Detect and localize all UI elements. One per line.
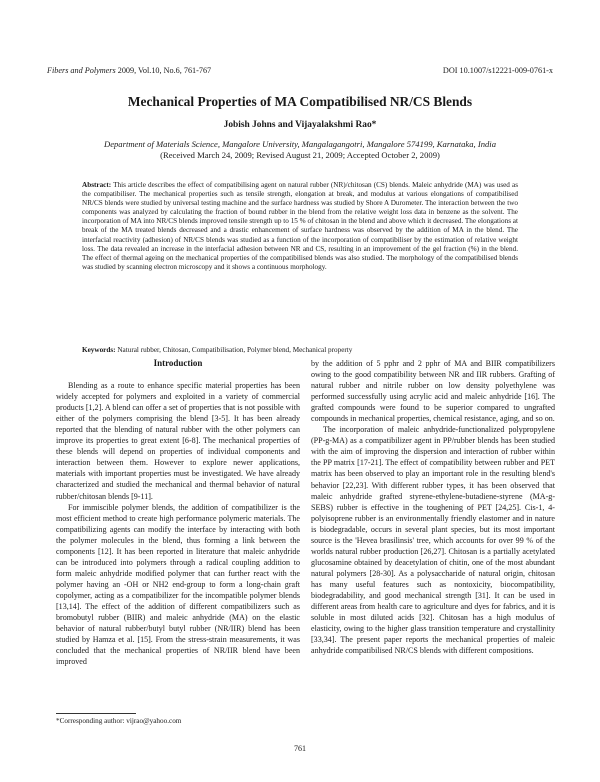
footnote-divider [56, 713, 136, 714]
paper-title: Mechanical Properties of MA Compatibilised NR/CS Blends [127, 94, 473, 109]
abstract-label: Abstract: [82, 181, 112, 189]
paragraph: Blending as a route to enhance specific material properties has been widely accepted for polymers and exploited in a variety of commercial products [1,2]. A blend can offer a set of properties that is not possible with either of the polymers comprising the blend [3-5]. It has been already reported that the blending of natural rubber with the other polymers can improve its properties to great extent [6-8]. The mechanical properties of these blends will depend on properties of individual components and interaction between them. However to explore newer applications, materials with important properties must be investigated. We have already characterized and studied the mechanical and thermal behavior of natural rubber/chitosan blends [9-11]. [56, 381, 300, 501]
abstract [82, 181, 518, 272]
author-list: Jobish Johns and Vijayalakshmi Rao* [223, 120, 377, 130]
journal-citation [47, 66, 211, 75]
footnote-corresponding-author: *Corresponding author: vijrao@yahoo.com [56, 717, 182, 725]
affiliation: Department of Materials Science, Mangalore University, Mangalagangotri, Mangalore 574199, Karnataka, India [103, 139, 496, 149]
keywords-label: Keywords: [82, 346, 116, 354]
running-header [47, 66, 553, 75]
doi: DOI 10.1007/s12221-009-0761-x [442, 66, 553, 75]
paragraph: The incorporation of maleic anhydride-functionalized polypropylene (PP-g-MA) as a compatibilizer agent in PP/rubber blends has been studied with the aim of improving the dispersion and interaction of rubber within the PP matrix [17-21]. The effect of compatibility between rubber and PET matrix has been observed to play an important role in the resulting blend's behavior [22,23]. With different rubber types, it has been observed that maleic anhydride grafted styrene-ethylene-butadiene-styrene (MA-g-SEBS) rubber is effective in the toughening of PET [24,25]. Cis-1, 4-polyisoprene rubber is an environmentally friendly elastomer and in nature is biodegradable, occurs in several plant species, but its most important source is the 'Hevea brasilinsis' tree, which accounts for over 99 % of the worlds natural rubber production [26,27]. Chitosan is a partially acetylated glucosamine obtained by deacetylation of chitin, one of the most abundant natural polymers [28-30]. As a polysaccharide of natural origin, chitosan has many useful features such as nontoxicity, biocompatibility, biodegradability, and good mechanical strength [31]. It can be used in different areas from health care to agriculture and dyes for fabrics, and it is soluble in most diluted acids [32]. Chitosan has a high modulus of elasticity, owing to the higher glass transition temperature and crystallinity [33,34]. The present paper reports the mechanical properties of maleic anhydride compatibilised NR/CS blends with different compositions. [311, 425, 555, 656]
journal-name: Fibers and Polymers [47, 66, 116, 75]
paragraph: by the addition of 5 pphr and 2 pphr of MA and BIIR compatibilizers owing to the good compatibility between NR and IIR rubbers. Grafting of natural rubber and nitrile rubber on low density polyethylene was performed successfully using acrylic acid and maleic anhydride [16]. The grafted compounds were found to be superior compared to ungrafted compounds in mechanical properties, chemical resistance, aging, and so on. [311, 359, 555, 424]
received-dates: (Received March 24, 2009; Revised August 21, 2009; Accepted October 2, 2009) [160, 150, 440, 160]
keywords-text: Natural rubber, Chitosan, Compatibilisation, Polymer blend, Mechanical property [115, 346, 353, 354]
volume-info: 2009, Vol.10, No.6, 761-767 [115, 66, 212, 75]
keywords [82, 346, 518, 355]
paragraph: For immiscible polymer blends, the addition of compatibilizer is the most efficient method to create high performance polymeric materials. The compatibilizing agents can modify the interface by interacting with both the polymer molecules in the blend, thus forming a link between the components [12]. It has been reported in literature that maleic anhydride can be introduced into polymers through a radical coupling addition to form maleic anhydride modified polymer that can further react with the polymer having an -OH or NH2 end-group to form a long-chain graft copolymer, acting as a compatibilizer for the incompatible polymer blends [13,14]. The effect of the addition of different compatibilizers such as bromobutyl rubber (BIIR) and maleic anhydride (MA) on the elastic behavior of natural rubber/butyl butyl rubber (NR/IIR) blend has been studied by Hamza et al. [15]. From the stress-strain measurements, it was concluded that the mechanical properties of NR/IIR blend have been improved [56, 502, 300, 667]
page-number: 761 [294, 744, 306, 753]
section-heading-introduction: Introduction [153, 358, 203, 368]
left-column [56, 358, 300, 667]
right-column [311, 358, 555, 656]
abstract-text: This article describes the effect of compatibilising agent on natural rubber (NR)/chitosan (CS) blends. Maleic anhydride (MA) was used as the compatibiliser. The mechanical properties such as tensile strength, elongation at break, and modulus at various elongations of compatibilised NR/CS blends were studied by universal testing machine and the surface hardness was studied by Shore A Durometer. The interaction between the two components was analyzed by calculating the fraction of bound rubber in the blend from the relative weight loss data in benzene as the solvent. The incorporation of MA into NR/CS blends improved tensile strength up to 15 % of chitosan in the blend and above which it decreased. The elongations at break of the MA treated blends decreased and a drastic enhancement of surface hardness was observed by the addition of MA in the blend. The interfacial reactivity (adhesion) of NR/CS blends was studied as a function of the incorporation of compatibiliser by the estimation of relative weight loss. The data revealed an increase in the interfacial adhesion between NR and CS, resulting in an improvement of the gel fraction (%) in the blend. The effect of thermal ageing on the mechanical properties of the compatibilised blends was also studied. The morphology of the compatibilised blends was studied by scanning electron microscopy and it shows a continuous morphology. [82, 181, 518, 271]
